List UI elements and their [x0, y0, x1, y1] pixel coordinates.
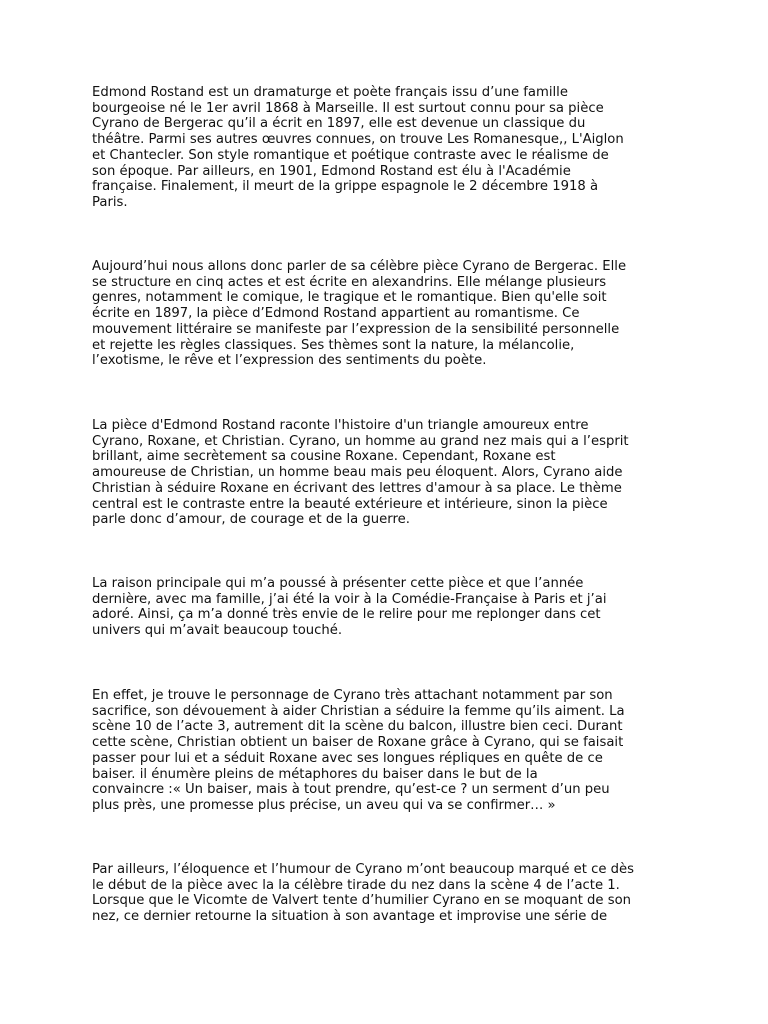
- text-line: son époque. Par ailleurs, en 1901, Edmond Rostand est élu à l'Académie: [92, 163, 571, 179]
- text-line: genres, notamment le comique, le tragique et le romantique. Bien qu'elle soit: [92, 290, 607, 306]
- text-line: sacrifice, son dévouement à aider Christian a séduire la femme qu’ils aiment. La: [92, 703, 625, 719]
- paragraph-author-biography: [92, 85, 678, 211]
- text-line: passer pour lui et a séduit Roxane avec ses longues répliques en quête de ce: [92, 750, 603, 766]
- text-line: l’exotisme, le rêve et l’expression des sentiments du poète.: [92, 353, 487, 369]
- text-line: mouvement littéraire se manifeste par l’expression de la sensibilité personnelle: [92, 321, 620, 337]
- text-line: Paris.: [92, 194, 128, 210]
- text-line: Lorsque que le Vicomte de Valvert tente d’humilier Cyrano en se moquant de son: [92, 893, 632, 909]
- text-line: et rejette les règles classiques. Ses thèmes sont la nature, la mélancolie,: [92, 337, 575, 353]
- text-line: La raison principale qui m’a poussé à présenter cette pièce et que l’année: [92, 576, 584, 591]
- paragraph-play-structure: [92, 259, 678, 369]
- text-line: Par ailleurs, l’éloquence et l’humour de Cyrano m’ont beaucoup marqué et ce dès: [92, 862, 635, 877]
- text-line: Cyrano, Roxane, et Christian. Cyrano, un homme au grand nez mais qui a l’esprit: [92, 433, 629, 449]
- text-line: amoureuse de Christian, un homme beau mais peu éloquent. Alors, Cyrano aide: [92, 465, 623, 481]
- text-line: et Chantecler. Son style romantique et poétique contraste avec le réalisme de: [92, 147, 609, 163]
- text-line: française. Finalement, il meurt de la grippe espagnole le 2 décembre 1918 à: [92, 179, 599, 195]
- text-line: cette scène, Christian obtient un baiser de Roxane grâce à Cyrano, qui se faisait: [92, 735, 624, 751]
- text-line: Aujourd’hui nous allons donc parler de sa célèbre pièce Cyrano de Bergerac. Elle: [92, 259, 627, 274]
- text-line: baiser. il énumère pleins de métaphores du baiser dans le but de la: [92, 766, 538, 782]
- text-line: En effet, je trouve le personnage de Cyrano très attachant notamment par son: [92, 688, 613, 703]
- text-line: scène 10 de l’acte 3, autrement dit la scène du balcon, illustre bien ceci. Durant: [92, 719, 623, 735]
- text-line: convaincre :« Un baiser, mais à tout prendre, qu’est-ce ? un serment d’un peu: [92, 782, 610, 798]
- paragraph-eloquence-humour: [92, 862, 678, 925]
- text-line: dernière, avec ma famille, j’ai été la voir à la Comédie-Française à Paris et j’ai: [92, 591, 607, 607]
- text-line: Cyrano de Bergerac qu’il a écrit en 1897, elle est devenue un classique du: [92, 116, 586, 132]
- text-line: le début de la pièce avec la la célèbre tirade du nez dans la scène 4 de l’acte 1.: [92, 877, 620, 893]
- text-line: bourgeoise né le 1er avril 1868 à Marseille. Il est surtout connu pour sa pièce: [92, 100, 604, 116]
- text-line: brillant, aime secrètement sa cousine Roxane. Cependant, Roxane est: [92, 449, 556, 465]
- text-line: nez, ce dernier retourne la situation à son avantage et improvise une série de: [92, 909, 608, 925]
- text-line: se structure en cinq actes et est écrite en alexandrins. Elle mélange plusieurs: [92, 274, 607, 290]
- text-line: Edmond Rostand est un dramaturge et poète français issu d’une famille: [92, 85, 568, 100]
- text-line: plus près, une promesse plus précise, un aveu qui va se confirmer… »: [92, 797, 556, 813]
- text-line: adoré. Ainsi, ça m’a donné très envie de le relire pour me replonger dans cet: [92, 607, 601, 623]
- text-line: parle donc d’amour, de courage et de la guerre.: [92, 512, 410, 528]
- paragraph-cyrano-sacrifice: [92, 688, 678, 814]
- text-line: La pièce d'Edmond Rostand raconte l'histoire d'un triangle amoureux entre: [92, 418, 589, 433]
- text-line: écrite en 1897, la pièce d’Edmond Rostand appartient au romantisme. Ce: [92, 306, 580, 322]
- text-line: central est le contraste entre la beauté extérieure et intérieure, sinon la pièce: [92, 496, 608, 512]
- text-line: Christian à séduire Roxane en écrivant des lettres d'amour à sa place. Le thème: [92, 480, 622, 496]
- paragraph-plot-summary: [92, 418, 678, 528]
- paragraph-personal-reason: [92, 576, 678, 639]
- text-line: théâtre. Parmi ses autres œuvres connues, on trouve Les Romanesque,, L'Aiglon: [92, 132, 624, 148]
- text-line: univers qui m’avait beaucoup touché.: [92, 623, 343, 639]
